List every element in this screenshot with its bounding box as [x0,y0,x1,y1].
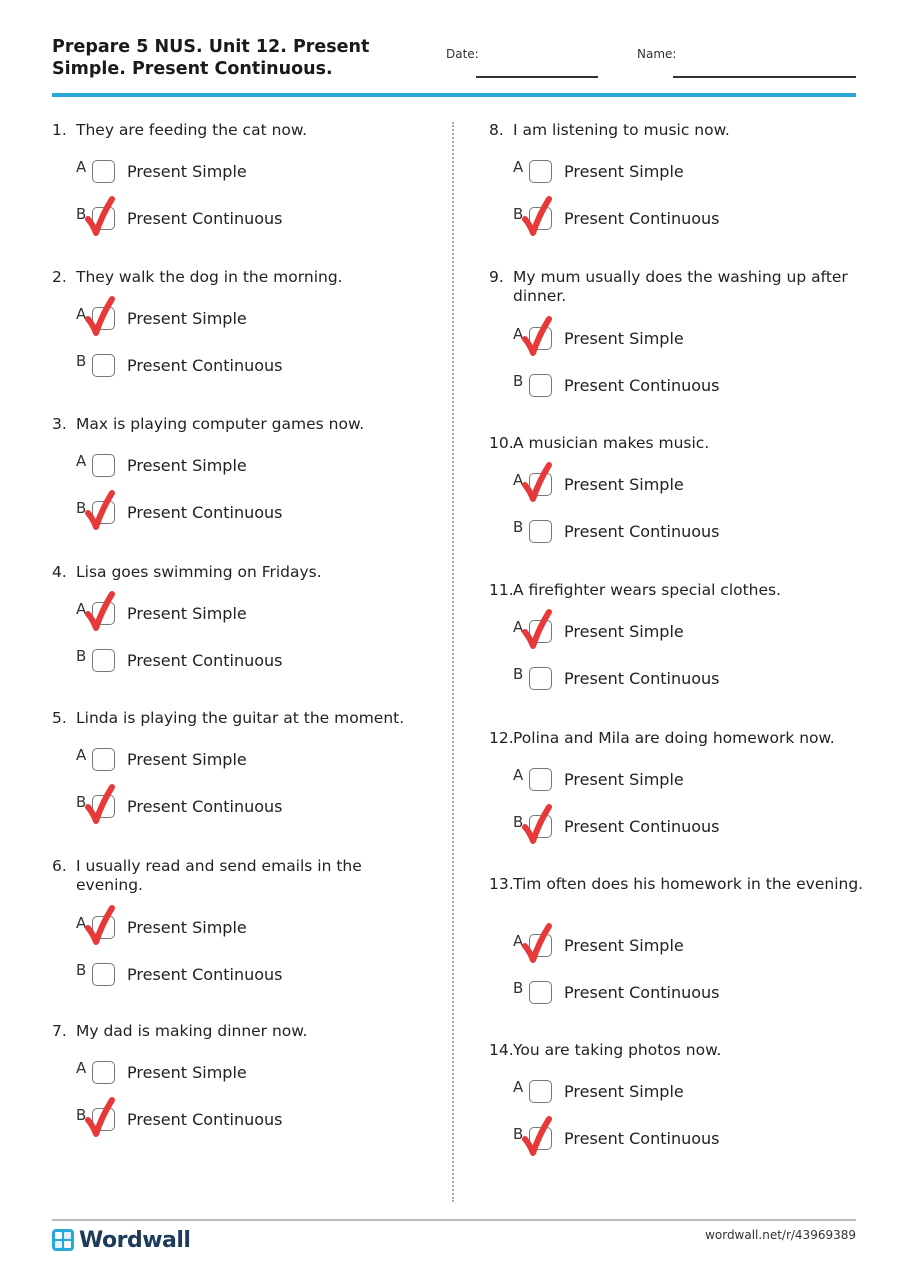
question-text: Tim often does his homework in the evening. [513,875,864,893]
question-3 [52,415,432,522]
option-a[interactable] [76,916,376,944]
question-number: 13. [489,875,514,893]
wordwall-logo [52,1226,190,1254]
option-checkbox[interactable] [92,1108,115,1131]
question-number: 11. [489,581,514,599]
option-label: Present Simple [127,604,247,623]
question-text: My mum usually does the washing up after dinner. [513,268,848,305]
option-a[interactable] [76,1061,376,1089]
option-letter: A [76,305,87,323]
option-label: Present Simple [127,309,247,328]
header-rule [52,93,856,97]
option-checkbox[interactable] [92,748,115,771]
question-text: My dad is making dinner now. [76,1022,308,1040]
option-b[interactable] [76,649,376,677]
option-checkbox[interactable] [529,374,552,397]
option-checkbox[interactable] [92,1061,115,1084]
option-label: Present Continuous [564,817,720,836]
column-divider [452,122,454,1202]
option-label: Present Continuous [564,209,720,228]
question-number: 9. [489,268,504,286]
option-label: Present Continuous [564,669,720,688]
option-letter: A [513,471,524,489]
option-label: Present Simple [564,329,684,348]
option-a[interactable] [76,748,376,776]
option-label: Present Continuous [127,965,283,984]
worksheet-title: Prepare 5 NUS. Unit 12. Present Simple. Present Continuous. [52,37,370,79]
question-prompt [52,1022,432,1041]
option-b[interactable] [76,1108,376,1136]
question-7 [52,1022,432,1129]
option-checkbox[interactable] [529,667,552,690]
option-label: Present Simple [127,918,247,937]
question-number: 14. [489,1041,514,1059]
option-label: Present Simple [564,936,684,955]
question-number: 10. [489,434,514,452]
option-b[interactable] [513,815,813,843]
option-letter: B [513,665,524,683]
option-label: Present Simple [127,456,247,475]
question-2 [52,268,432,375]
option-checkbox[interactable] [529,620,552,643]
option-a[interactable] [513,1080,813,1108]
option-label: Present Simple [564,622,684,641]
question-prompt [489,121,869,140]
question-prompt [489,729,869,748]
option-letter: B [76,647,87,665]
option-b[interactable] [513,667,813,695]
option-letter: A [76,746,87,764]
option-letter: B [513,518,524,536]
option-letter: A [513,618,524,636]
option-a[interactable] [76,307,376,335]
question-text: A musician makes music. [513,434,710,452]
option-checkbox[interactable] [529,207,552,230]
question-text: I am listening to music now. [513,121,730,139]
question-text: I usually read and send emails in the evening. [76,857,362,894]
question-prompt [52,268,432,287]
option-label: Present Continuous [127,356,283,375]
option-letter: B [513,813,524,831]
question-text: They walk the dog in the morning. [76,268,343,286]
option-letter: B [513,979,524,997]
option-a[interactable] [76,454,376,482]
question-prompt [489,268,869,306]
option-a[interactable] [513,620,813,648]
option-checkbox[interactable] [92,963,115,986]
option-b[interactable] [513,207,813,235]
date-label: Date: [446,47,479,61]
option-letter: B [76,793,87,811]
option-a[interactable] [76,160,376,188]
option-a[interactable] [513,327,813,355]
question-number: 8. [489,121,504,139]
option-label: Present Continuous [564,376,720,395]
question-prompt [52,709,432,728]
option-b[interactable] [513,1127,813,1155]
option-letter: A [513,932,524,950]
question-10 [489,434,869,541]
option-checkbox[interactable] [92,602,115,625]
question-prompt [52,857,432,895]
option-label: Present Simple [127,162,247,181]
question-text: A firefighter wears special clothes. [513,581,782,599]
wordwall-brand: Wordwall [79,1227,191,1253]
option-b[interactable] [513,981,813,1009]
option-letter: A [513,325,524,343]
option-b[interactable] [76,501,376,529]
question-14 [489,1041,869,1148]
question-prompt [52,563,432,582]
option-a[interactable] [513,473,813,501]
question-number: 7. [52,1022,67,1040]
question-4 [52,563,432,670]
question-prompt [52,415,432,434]
name-label: Name: [637,47,677,61]
option-letter: B [513,1125,524,1143]
option-checkbox[interactable] [92,207,115,230]
option-label: Present Continuous [127,209,283,228]
question-text: Max is playing computer games now. [76,415,365,433]
question-9 [489,268,869,395]
option-checkbox[interactable] [92,501,115,524]
option-b[interactable] [513,520,813,548]
option-letter: A [76,452,87,470]
option-letter: A [513,1078,524,1096]
question-5 [52,709,432,816]
option-letter: B [76,1106,87,1124]
name-line [673,76,856,78]
option-label: Present Continuous [127,651,283,670]
question-number: 3. [52,415,67,433]
question-prompt [489,581,869,600]
option-a[interactable] [513,160,813,188]
option-checkbox[interactable] [529,768,552,791]
option-checkbox[interactable] [92,795,115,818]
option-b[interactable] [76,795,376,823]
footer-rule [52,1219,856,1221]
option-checkbox[interactable] [92,160,115,183]
option-letter: B [513,372,524,390]
option-label: Present Simple [127,750,247,769]
option-b[interactable] [76,354,376,382]
question-text: Linda is playing the guitar at the moment. [76,709,405,727]
question-prompt [489,1041,869,1060]
option-letter: B [76,499,87,517]
question-number: 1. [52,121,67,139]
option-letter: A [513,158,524,176]
question-number: 5. [52,709,67,727]
option-label: Present Simple [564,475,684,494]
question-number: 4. [52,563,67,581]
question-12 [489,729,869,836]
option-label: Present Continuous [127,797,283,816]
option-checkbox[interactable] [92,649,115,672]
option-label: Present Simple [127,1063,247,1082]
option-checkbox[interactable] [529,1080,552,1103]
option-letter: B [513,205,524,223]
option-a[interactable] [513,768,813,796]
option-label: Present Simple [564,1082,684,1101]
question-prompt [489,434,869,453]
date-line [476,76,598,78]
option-letter: A [76,600,87,618]
question-text: Lisa goes swimming on Fridays. [76,563,322,581]
question-8 [489,121,869,228]
option-letter: B [76,961,87,979]
option-checkbox[interactable] [92,916,115,939]
option-label: Present Continuous [564,1129,720,1148]
question-number: 6. [52,857,67,875]
option-label: Present Simple [564,770,684,789]
question-11 [489,581,869,688]
option-checkbox[interactable] [529,520,552,543]
option-checkbox[interactable] [529,815,552,838]
question-13 [489,875,869,1002]
option-label: Present Continuous [127,1110,283,1129]
option-checkbox[interactable] [529,934,552,957]
question-text: You are taking photos now. [513,1041,722,1059]
option-checkbox[interactable] [529,1127,552,1150]
question-text: Polina and Mila are doing homework now. [513,729,835,747]
option-b[interactable] [76,963,376,991]
option-letter: A [76,158,87,176]
option-checkbox[interactable] [529,981,552,1004]
question-1 [52,121,432,228]
option-checkbox[interactable] [92,307,115,330]
option-letter: A [76,1059,87,1077]
option-checkbox[interactable] [529,473,552,496]
option-letter: B [76,205,87,223]
question-6 [52,857,432,984]
option-label: Present Simple [564,162,684,181]
question-number: 2. [52,268,67,286]
question-prompt [52,121,432,140]
question-prompt [489,875,869,894]
footer-url[interactable]: wordwall.net/r/43969389 [705,1228,856,1242]
option-label: Present Continuous [127,503,283,522]
option-letter: A [513,766,524,784]
option-b[interactable] [513,374,813,402]
option-letter: B [76,352,87,370]
option-a[interactable] [76,602,376,630]
wordwall-logo-icon [52,1229,74,1251]
option-checkbox[interactable] [92,454,115,477]
option-letter: A [76,914,87,932]
option-checkbox[interactable] [529,327,552,350]
option-label: Present Continuous [564,522,720,541]
question-number: 12. [489,729,514,747]
option-b[interactable] [76,207,376,235]
option-checkbox[interactable] [529,160,552,183]
option-checkbox[interactable] [92,354,115,377]
option-label: Present Continuous [564,983,720,1002]
option-a[interactable] [513,934,813,962]
question-text: They are feeding the cat now. [76,121,308,139]
